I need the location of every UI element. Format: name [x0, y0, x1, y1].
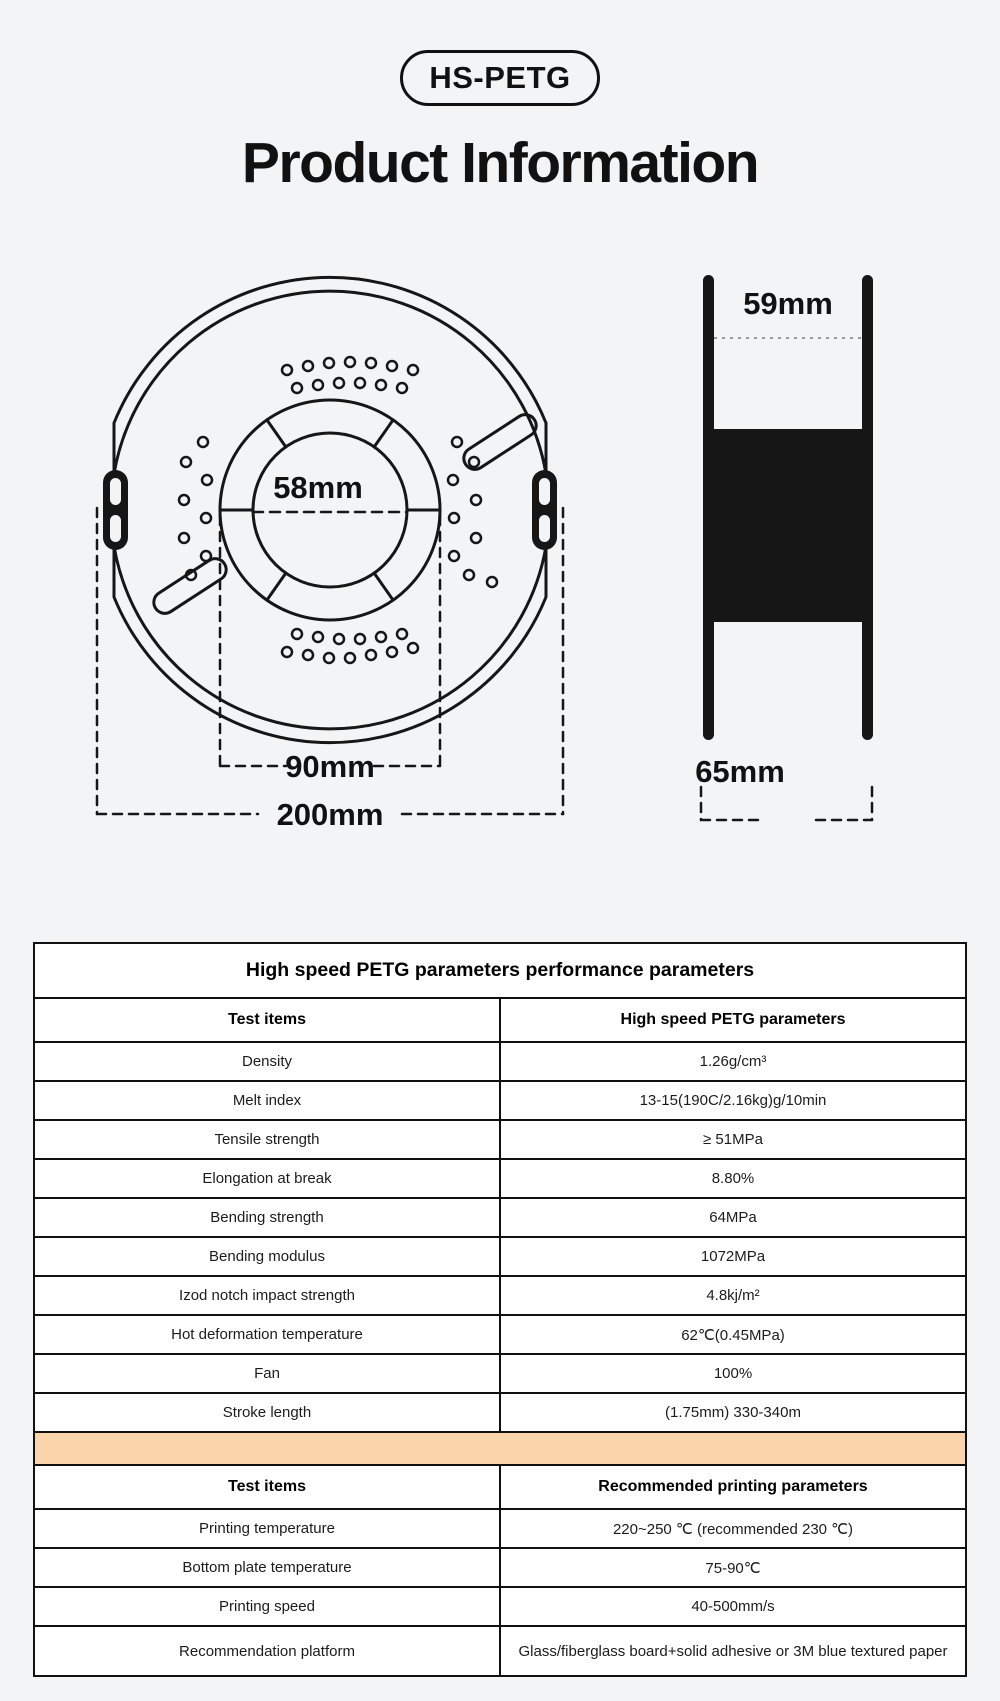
param-name-cell: Bending modulus	[34, 1237, 500, 1276]
spool-front-view	[97, 277, 563, 814]
side-left-flange	[703, 275, 714, 740]
printing-header-params: Recommended printing parameters	[500, 1465, 966, 1509]
table-row	[34, 1237, 966, 1276]
table-row	[34, 1081, 966, 1120]
table-row	[34, 1198, 966, 1237]
table-row	[34, 1354, 966, 1393]
param-name-cell: Hot deformation temperature	[34, 1315, 500, 1354]
table-row	[34, 1587, 966, 1626]
dimension-65mm	[701, 787, 872, 820]
hub-diameter-label: 90mm	[285, 749, 375, 784]
table-title: High speed PETG parameters performance parameters	[34, 943, 966, 998]
table-title-row	[34, 943, 966, 998]
param-name-cell: Printing temperature	[34, 1509, 500, 1548]
table-row	[34, 1393, 966, 1432]
table-row	[34, 1315, 966, 1354]
spool-side-view	[701, 275, 873, 820]
section-divider-row	[34, 1432, 966, 1465]
hub-spokes	[220, 420, 440, 600]
param-name-cell: Melt index	[34, 1081, 500, 1120]
param-value-cell: 100%	[500, 1354, 966, 1393]
param-name-cell: Recommendation platform	[34, 1626, 500, 1676]
param-value-cell: 40-500mm/s	[500, 1587, 966, 1626]
param-name-cell: Elongation at break	[34, 1159, 500, 1198]
param-value-cell: 64MPa	[500, 1198, 966, 1237]
outer-diameter-label: 200mm	[276, 797, 384, 832]
param-value-cell: 8.80%	[500, 1159, 966, 1198]
table-row	[34, 1548, 966, 1587]
param-value-cell: 4.8kj/m²	[500, 1276, 966, 1315]
param-name-cell: Izod notch impact strength	[34, 1276, 500, 1315]
side-right-flange	[862, 275, 873, 740]
param-name-cell: Tensile strength	[34, 1120, 500, 1159]
param-value-cell: Glass/fiberglass board+solid adhesive or 3M blue textured paper	[500, 1626, 966, 1676]
param-name-cell: Printing speed	[34, 1587, 500, 1626]
table-row	[34, 1626, 966, 1676]
param-value-cell: 1.26g/cm³	[500, 1042, 966, 1081]
param-name-cell: Density	[34, 1042, 500, 1081]
side-filament-block	[713, 429, 863, 622]
page-title: Product Information	[241, 131, 759, 195]
param-value-cell: 13-15(190C/2.16kg)g/10min	[500, 1081, 966, 1120]
parameters-table	[33, 942, 967, 1677]
printing-header-row	[34, 1465, 966, 1509]
side-top-width-label: 59mm	[743, 286, 833, 321]
param-value-cell: 220~250 ℃ (recommended 230 ℃)	[500, 1509, 966, 1548]
performance-header-params: High speed PETG parameters	[500, 998, 966, 1042]
side-bottom-width-label: 65mm	[695, 754, 785, 789]
param-value-cell: (1.75mm) 330-340m	[500, 1393, 966, 1432]
param-value-cell: 62℃(0.45MPa)	[500, 1315, 966, 1354]
param-value-cell: 75-90℃	[500, 1548, 966, 1587]
product-badge-row	[0, 0, 1000, 106]
param-name-cell: Fan	[34, 1354, 500, 1393]
param-value-cell: 1072MPa	[500, 1237, 966, 1276]
product-badge: HS-PETG	[400, 50, 599, 106]
param-value-cell: ≥ 51MPa	[500, 1120, 966, 1159]
spool-dimension-diagram	[0, 242, 1000, 892]
table-row	[34, 1276, 966, 1315]
spool-outer-rim	[114, 277, 546, 742]
param-name-cell: Bottom plate temperature	[34, 1548, 500, 1587]
bore-diameter-label: 58mm	[273, 470, 363, 505]
table-row	[34, 1159, 966, 1198]
performance-header-items: Test items	[34, 998, 500, 1042]
param-name-cell: Stroke length	[34, 1393, 500, 1432]
table-row	[34, 1509, 966, 1548]
table-row	[34, 1042, 966, 1081]
printing-header-items: Test items	[34, 1465, 500, 1509]
performance-header-row	[34, 998, 966, 1042]
param-name-cell: Bending strength	[34, 1198, 500, 1237]
divider-band	[34, 1432, 966, 1465]
hub-bore-ring	[253, 433, 407, 587]
table-row	[34, 1120, 966, 1159]
